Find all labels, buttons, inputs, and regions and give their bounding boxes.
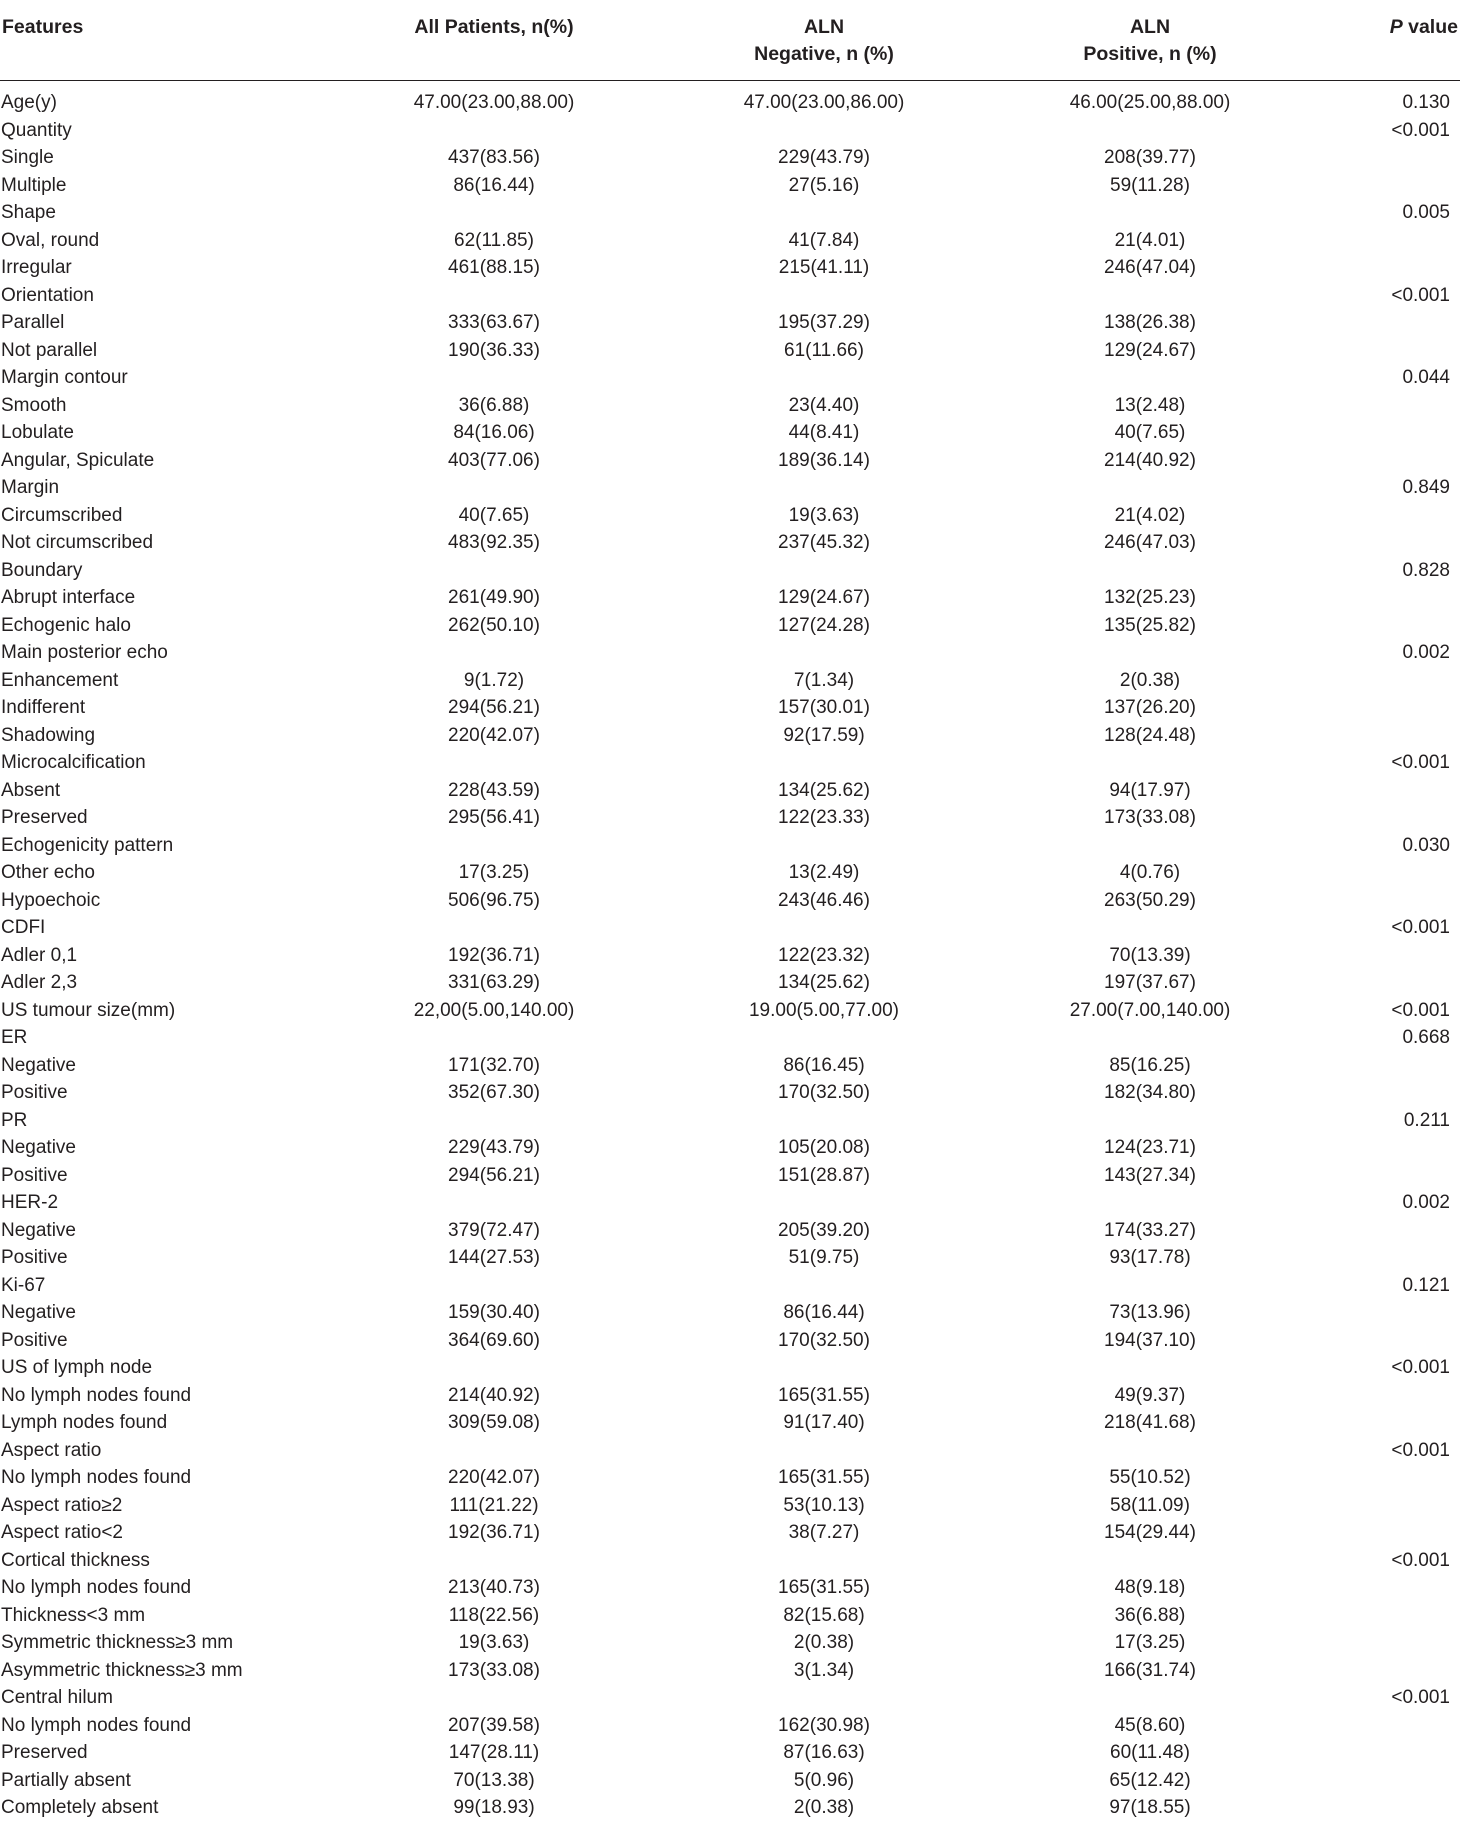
feature-cell: CDFI <box>1 917 46 938</box>
table-row <box>0 1519 1460 1547</box>
table-row <box>0 722 1460 750</box>
aln-positive-cell: 40(7.65) <box>1114 422 1186 443</box>
aln-negative-cell: 51(9.75) <box>788 1247 860 1268</box>
feature-cell: Enhancement <box>1 669 119 691</box>
aln-positive-cell: 94(17.97) <box>1109 779 1191 801</box>
feature-cell: Shadowing <box>1 724 96 746</box>
table-row <box>0 447 1460 475</box>
all-patients-cell: 9(1.72) <box>463 669 525 691</box>
p-value-cell: <0.001 <box>1391 1687 1450 1708</box>
table-row <box>0 914 1460 942</box>
aln-negative-cell: 87(16.63) <box>783 1742 865 1763</box>
aln-positive-cell: 154(29.44) <box>1104 1522 1196 1543</box>
table-row <box>0 804 1460 832</box>
feature-cell: Abrupt interface <box>1 587 136 608</box>
aln-positive-cell: 173(33.08) <box>1104 807 1196 828</box>
aln-positive-cell: 197(37.67) <box>1104 972 1196 993</box>
aln-negative-cell: 53(10.13) <box>783 1494 865 1516</box>
feature-cell: Lobulate <box>1 422 74 443</box>
p-value-cell: <0.001 <box>1391 752 1450 773</box>
aln-positive-cell: 143(27.34) <box>1104 1164 1196 1186</box>
feature-cell: Echogenic halo <box>1 614 131 636</box>
aln-positive-cell: 135(25.82) <box>1104 614 1196 636</box>
feature-cell: Adler 0,1 <box>1 944 78 966</box>
feature-cell: Boundary <box>1 559 83 581</box>
p-value-cell: 0.849 <box>1402 477 1450 498</box>
table-row <box>0 1024 1460 1052</box>
aln-negative-cell: 170(32.50) <box>778 1329 870 1351</box>
feature-cell: Negative <box>1 1219 76 1241</box>
all-patients-cell: 192(36.71) <box>448 1522 540 1543</box>
table-row <box>0 364 1460 392</box>
table-row <box>0 1464 1460 1492</box>
p-value-cell: <0.001 <box>1391 1549 1450 1571</box>
table-row <box>0 1739 1460 1767</box>
all-patients-cell: 364(69.60) <box>448 1329 540 1351</box>
p-value-cell: <0.001 <box>1391 1439 1450 1461</box>
table-row <box>0 1629 1460 1657</box>
feature-cell: Other echo <box>1 862 95 883</box>
feature-cell: Orientation <box>1 284 94 306</box>
aln-negative-cell: 2(0.38) <box>793 1632 855 1653</box>
all-patients-cell: 207(39.58) <box>448 1714 540 1736</box>
all-patients-cell: 331(63.29) <box>448 972 540 993</box>
all-patients-cell: 220(42.07) <box>448 1467 540 1488</box>
aln-negative-cell: 215(41.11) <box>778 257 870 278</box>
all-patients-cell: 261(49.90) <box>448 587 540 608</box>
aln-positive-cell: 97(18.55) <box>1109 1797 1191 1818</box>
aln-positive-cell: 70(13.39) <box>1109 944 1191 966</box>
table-row <box>0 969 1460 997</box>
feature-cell: No lymph nodes found <box>1 1384 192 1406</box>
table-row <box>0 1079 1460 1107</box>
aln-positive-cell: 132(25.23) <box>1104 587 1196 608</box>
feature-cell: No lymph nodes found <box>1 1577 192 1598</box>
p-value-cell: 0.044 <box>1402 367 1450 388</box>
table-row <box>0 1409 1460 1437</box>
feature-cell: Positive <box>1 1329 68 1351</box>
p-value-cell: <0.001 <box>1391 119 1450 141</box>
aln-positive-cell: 2(0.38) <box>1119 669 1181 691</box>
feature-cell: ER <box>1 1027 28 1048</box>
aln-positive-cell: 263(50.29) <box>1104 889 1196 911</box>
aln-positive-cell: 128(24.48) <box>1104 724 1196 746</box>
feature-cell: Oval, round <box>1 229 100 251</box>
feature-cell: Indifferent <box>1 697 86 718</box>
feature-cell: Smooth <box>1 394 67 416</box>
all-patients-cell: 192(36.71) <box>448 944 540 966</box>
p-value-cell: 0.005 <box>1402 202 1450 223</box>
all-patients-cell: 40(7.65) <box>458 504 530 526</box>
aln-negative-cell: 237(45.32) <box>778 532 870 553</box>
table-row <box>0 254 1460 282</box>
feature-cell: Main posterior echo <box>1 642 168 663</box>
all-patients-cell: 62(11.85) <box>454 229 534 251</box>
aln-positive-cell: 166(31.74) <box>1104 1659 1196 1681</box>
p-value-cell: <0.001 <box>1391 284 1450 306</box>
feature-cell: Cortical thickness <box>1 1549 150 1571</box>
feature-cell: Negative <box>1 1054 76 1076</box>
feature-cell: Adler 2,3 <box>1 972 78 993</box>
table-row <box>0 1767 1460 1795</box>
all-patients-cell: 159(30.40) <box>448 1302 540 1323</box>
aln-positive-cell: 59(11.28) <box>1110 174 1190 196</box>
all-patients-cell: 118(22.56) <box>448 1604 540 1626</box>
table-row <box>0 529 1460 557</box>
feature-cell: No lymph nodes found <box>1 1714 192 1736</box>
all-patients-cell: 461(88.15) <box>448 257 540 278</box>
aln-positive-cell: 48(9.18) <box>1114 1577 1186 1598</box>
aln-positive-cell: 55(10.52) <box>1109 1467 1191 1488</box>
all-patients-cell: 111(21.22) <box>449 1494 539 1516</box>
feature-cell: Angular, Spiculate <box>1 449 155 471</box>
table-row <box>0 474 1460 502</box>
all-patients-cell: 173(33.08) <box>448 1659 540 1681</box>
feature-cell: US of lymph node <box>1 1357 153 1378</box>
all-patients-cell: 506(96.75) <box>448 889 540 911</box>
all-patients-cell: 228(43.59) <box>448 779 540 801</box>
all-patients-cell: 220(42.07) <box>448 724 540 746</box>
feature-cell: Preserved <box>1 1742 88 1763</box>
p-value-cell: 0.030 <box>1402 834 1450 856</box>
aln-positive-cell: 21(4.02) <box>1114 504 1186 526</box>
aln-negative-cell: 127(24.28) <box>778 614 870 636</box>
all-patients-cell: 147(28.11) <box>448 1742 540 1763</box>
aln-positive-cell: 85(16.25) <box>1109 1054 1191 1076</box>
header-aln-negative-line1: ALN <box>803 16 845 38</box>
aln-negative-cell: 151(28.87) <box>778 1164 870 1186</box>
table-row <box>0 584 1460 612</box>
all-patients-cell: 295(56.41) <box>448 807 540 828</box>
aln-negative-cell: 122(23.32) <box>778 944 870 966</box>
header-all-patients: All Patients, n(%) <box>414 16 574 38</box>
feature-cell: Positive <box>1 1247 68 1268</box>
p-value-cell: 0.828 <box>1402 559 1450 581</box>
all-patients-cell: 483(92.35) <box>448 532 540 553</box>
aln-positive-cell: 246(47.04) <box>1104 257 1196 278</box>
aln-negative-cell: 170(32.50) <box>778 1082 870 1103</box>
aln-negative-cell: 134(25.62) <box>778 779 870 801</box>
all-patients-cell: 47.00(23.00,88.00) <box>413 92 575 113</box>
feature-cell: Irregular <box>1 257 72 278</box>
p-value-cell: 0.130 <box>1402 92 1450 113</box>
all-patients-cell: 36(6.88) <box>458 394 530 416</box>
feature-cell: Preserved <box>1 807 88 828</box>
p-value-cell: 0.002 <box>1402 1192 1450 1213</box>
aln-negative-cell: 195(37.29) <box>778 312 870 333</box>
p-value-cell: 0.211 <box>1403 1109 1450 1131</box>
all-patients-cell: 17(3.25) <box>458 862 530 883</box>
table-row <box>0 832 1460 860</box>
feature-cell: Aspect ratio<2 <box>1 1522 123 1543</box>
table-row <box>0 282 1460 310</box>
aln-negative-cell: 86(16.45) <box>783 1054 865 1076</box>
table-row <box>0 557 1460 585</box>
aln-negative-cell: 129(24.67) <box>778 587 870 608</box>
all-patients-cell: 19(3.63) <box>458 1632 530 1653</box>
aln-negative-cell: 91(17.40) <box>783 1412 865 1433</box>
feature-cell: Not circumscribed <box>1 532 154 553</box>
aln-negative-cell: 205(39.20) <box>778 1219 870 1241</box>
header-p-value <box>1390 14 1458 41</box>
header-p-rest: value <box>1402 16 1458 38</box>
aln-positive-cell: 214(40.92) <box>1104 449 1196 471</box>
aln-negative-cell: 134(25.62) <box>778 972 870 993</box>
table-row <box>0 1327 1460 1355</box>
feature-cell: Microcalcification <box>1 752 146 773</box>
table-row <box>0 1684 1460 1712</box>
feature-cell: HER-2 <box>1 1192 59 1213</box>
table-row <box>0 749 1460 777</box>
feature-cell: Not parallel <box>1 339 98 361</box>
all-patients-cell: 437(83.56) <box>448 147 540 168</box>
table-row <box>0 1492 1460 1520</box>
aln-positive-cell: 49(9.37) <box>1114 1384 1186 1406</box>
aln-positive-cell: 73(13.96) <box>1109 1302 1191 1323</box>
table-row <box>0 667 1460 695</box>
all-patients-cell: 171(32.70) <box>448 1054 540 1076</box>
feature-cell: Single <box>1 147 54 168</box>
table-row <box>0 227 1460 255</box>
table-row <box>0 1162 1460 1190</box>
aln-positive-cell: 138(26.38) <box>1104 312 1196 333</box>
aln-negative-cell: 157(30.01) <box>778 697 870 718</box>
aln-negative-cell: 61(11.66) <box>784 339 864 361</box>
table-row <box>0 612 1460 640</box>
aln-positive-cell: 124(23.71) <box>1104 1137 1196 1158</box>
table-row <box>0 1574 1460 1602</box>
table-row <box>0 1354 1460 1382</box>
header-aln-negative <box>690 14 958 68</box>
table-row <box>0 887 1460 915</box>
aln-negative-cell: 243(46.46) <box>778 889 870 911</box>
table-row <box>0 1107 1460 1135</box>
aln-negative-cell: 19.00(5.00,77.00) <box>748 999 899 1021</box>
feature-cell: Ki-67 <box>1 1274 46 1296</box>
all-patients-cell: 309(59.08) <box>448 1412 540 1433</box>
all-patients-cell: 70(13.38) <box>453 1769 535 1791</box>
feature-cell: Circumscribed <box>1 504 123 526</box>
feature-cell: Positive <box>1 1082 68 1103</box>
aln-positive-cell: 17(3.25) <box>1114 1632 1186 1653</box>
table-row <box>0 1382 1460 1410</box>
table-row <box>0 1052 1460 1080</box>
table-row <box>0 89 1460 117</box>
table-header <box>0 0 1460 81</box>
feature-cell: US tumour size(mm) <box>1 999 176 1021</box>
aln-positive-cell: 129(24.67) <box>1104 339 1196 361</box>
aln-negative-cell: 105(20.08) <box>778 1137 870 1158</box>
table-row <box>0 777 1460 805</box>
feature-cell: Aspect ratio <box>1 1439 102 1461</box>
table-row <box>0 172 1460 200</box>
table-row <box>0 1272 1460 1300</box>
table-row <box>0 1134 1460 1162</box>
aln-negative-cell: 189(36.14) <box>778 449 870 471</box>
table-row <box>0 117 1460 145</box>
all-patients-cell: 403(77.06) <box>448 449 540 471</box>
aln-positive-cell: 137(26.20) <box>1104 697 1196 718</box>
aln-negative-cell: 41(7.84) <box>788 229 860 251</box>
feature-cell: Thickness<3 mm <box>1 1604 146 1626</box>
p-value-cell: <0.001 <box>1391 917 1450 938</box>
p-value-cell: 0.002 <box>1402 642 1450 663</box>
feature-cell: Echogenicity pattern <box>1 834 174 856</box>
aln-negative-cell: 3(1.34) <box>793 1659 855 1681</box>
all-patients-cell: 294(56.21) <box>448 697 540 718</box>
all-patients-cell: 84(16.06) <box>453 422 535 443</box>
aln-positive-cell: 65(12.42) <box>1109 1769 1191 1791</box>
aln-positive-cell: 60(11.48) <box>1110 1742 1190 1763</box>
table-row <box>0 502 1460 530</box>
aln-positive-cell: 194(37.10) <box>1104 1329 1196 1351</box>
aln-positive-cell: 58(11.09) <box>1110 1494 1190 1516</box>
aln-positive-cell: 46.00(25.00,88.00) <box>1069 92 1231 113</box>
aln-negative-cell: 2(0.38) <box>793 1797 855 1818</box>
table-row <box>0 1712 1460 1740</box>
feature-cell: Partially absent <box>1 1769 131 1791</box>
aln-positive-cell: 4(0.76) <box>1119 862 1181 883</box>
all-patients-cell: 213(40.73) <box>448 1577 540 1598</box>
table-row <box>0 942 1460 970</box>
header-aln-positive-line2: Positive, n (%) <box>1083 43 1217 65</box>
aln-positive-cell: 93(17.78) <box>1109 1247 1191 1268</box>
all-patients-cell: 214(40.92) <box>448 1384 540 1406</box>
all-patients-cell: 352(67.30) <box>448 1082 540 1103</box>
feature-cell: Quantity <box>1 119 72 141</box>
table-row <box>0 639 1460 667</box>
p-value-cell: 0.121 <box>1402 1274 1450 1296</box>
feature-cell: Margin contour <box>1 367 128 388</box>
all-patients-cell: 229(43.79) <box>448 1137 540 1158</box>
aln-negative-cell: 86(16.44) <box>783 1302 865 1323</box>
all-patients-cell: 294(56.21) <box>448 1164 540 1186</box>
p-value-cell: <0.001 <box>1391 1357 1450 1378</box>
aln-positive-cell: 218(41.68) <box>1104 1412 1196 1433</box>
aln-negative-cell: 27(5.16) <box>788 174 860 196</box>
all-patients-cell: 144(27.53) <box>448 1247 540 1268</box>
feature-cell: Age(y) <box>1 92 57 113</box>
header-aln-positive-line1: ALN <box>1129 16 1171 38</box>
table-row <box>0 309 1460 337</box>
feature-cell: Hypoechoic <box>1 889 101 911</box>
header-features: Features <box>2 16 84 38</box>
table-row <box>0 1437 1460 1465</box>
table-row <box>0 859 1460 887</box>
aln-negative-cell: 229(43.79) <box>778 147 870 168</box>
all-patients-cell: 190(36.33) <box>448 339 540 361</box>
all-patients-cell: 379(72.47) <box>448 1219 540 1241</box>
aln-negative-cell: 23(4.40) <box>788 394 860 416</box>
all-patients-cell: 86(16.44) <box>453 174 535 196</box>
aln-negative-cell: 38(7.27) <box>788 1522 860 1543</box>
feature-cell: Completely absent <box>1 1797 159 1818</box>
aln-negative-cell: 122(23.33) <box>778 807 870 828</box>
feature-cell: Parallel <box>1 312 65 333</box>
aln-negative-cell: 165(31.55) <box>778 1384 870 1406</box>
table-row <box>0 392 1460 420</box>
aln-positive-cell: 246(47.03) <box>1104 532 1196 553</box>
aln-negative-cell: 7(1.34) <box>793 669 855 691</box>
aln-negative-cell: 165(31.55) <box>778 1467 870 1488</box>
feature-cell: Central hilum <box>1 1687 113 1708</box>
table-row <box>0 1657 1460 1685</box>
p-value-cell: <0.001 <box>1391 999 1450 1021</box>
all-patients-cell: 262(50.10) <box>448 614 540 636</box>
aln-negative-cell: 82(15.68) <box>783 1604 865 1626</box>
feature-cell: Asymmetric thickness≥3 mm <box>1 1659 243 1681</box>
header-p-italic: P <box>1389 16 1403 38</box>
all-patients-cell: 99(18.93) <box>453 1797 535 1818</box>
table-row <box>0 694 1460 722</box>
feature-cell: PR <box>1 1109 28 1131</box>
table-row <box>0 1547 1460 1575</box>
feature-cell: Positive <box>1 1164 68 1186</box>
aln-negative-cell: 5(0.96) <box>793 1769 855 1791</box>
feature-cell: Margin <box>1 477 60 498</box>
feature-cell: Negative <box>1 1302 76 1323</box>
aln-positive-cell: 208(39.77) <box>1104 147 1196 168</box>
aln-positive-cell: 45(8.60) <box>1114 1714 1186 1736</box>
feature-cell: Lymph nodes found <box>1 1412 168 1433</box>
feature-cell: No lymph nodes found <box>1 1467 192 1488</box>
feature-cell: Multiple <box>1 174 67 196</box>
aln-negative-cell: 44(8.41) <box>788 422 860 443</box>
table-row <box>0 1244 1460 1272</box>
table-row <box>0 1794 1460 1822</box>
aln-positive-cell: 27.00(7.00,140.00) <box>1069 999 1231 1021</box>
table-row <box>0 1602 1460 1630</box>
feature-cell: Symmetric thickness≥3 mm <box>1 1632 234 1653</box>
aln-negative-cell: 92(17.59) <box>783 724 865 746</box>
table-row <box>0 1189 1460 1217</box>
table-body <box>0 89 1460 1822</box>
table-row <box>0 144 1460 172</box>
aln-negative-cell: 162(30.98) <box>778 1714 870 1736</box>
header-aln-positive <box>1016 14 1284 68</box>
table-row <box>0 1217 1460 1245</box>
table-row <box>0 337 1460 365</box>
aln-positive-cell: 174(33.27) <box>1104 1219 1196 1241</box>
aln-positive-cell: 182(34.80) <box>1104 1082 1196 1103</box>
table-row <box>0 199 1460 227</box>
table-row <box>0 997 1460 1025</box>
aln-positive-cell: 13(2.48) <box>1114 394 1186 416</box>
aln-negative-cell: 47.00(23.00,86.00) <box>743 92 905 113</box>
aln-negative-cell: 19(3.63) <box>788 504 860 526</box>
all-patients-cell: 22,00(5.00,140.00) <box>413 999 575 1021</box>
feature-cell: Aspect ratio≥2 <box>1 1494 123 1516</box>
feature-cell: Absent <box>1 779 61 801</box>
feature-cell: Shape <box>1 202 56 223</box>
header-aln-negative-line2: Negative, n (%) <box>754 43 894 65</box>
aln-positive-cell: 36(6.88) <box>1114 1604 1186 1626</box>
aln-negative-cell: 165(31.55) <box>778 1577 870 1598</box>
all-patients-cell: 333(63.67) <box>448 312 540 333</box>
aln-negative-cell: 13(2.49) <box>788 862 860 883</box>
p-value-cell: 0.668 <box>1402 1027 1450 1048</box>
aln-positive-cell: 21(4.01) <box>1114 229 1186 251</box>
feature-cell: Negative <box>1 1137 76 1158</box>
table-row <box>0 419 1460 447</box>
table-row <box>0 1299 1460 1327</box>
